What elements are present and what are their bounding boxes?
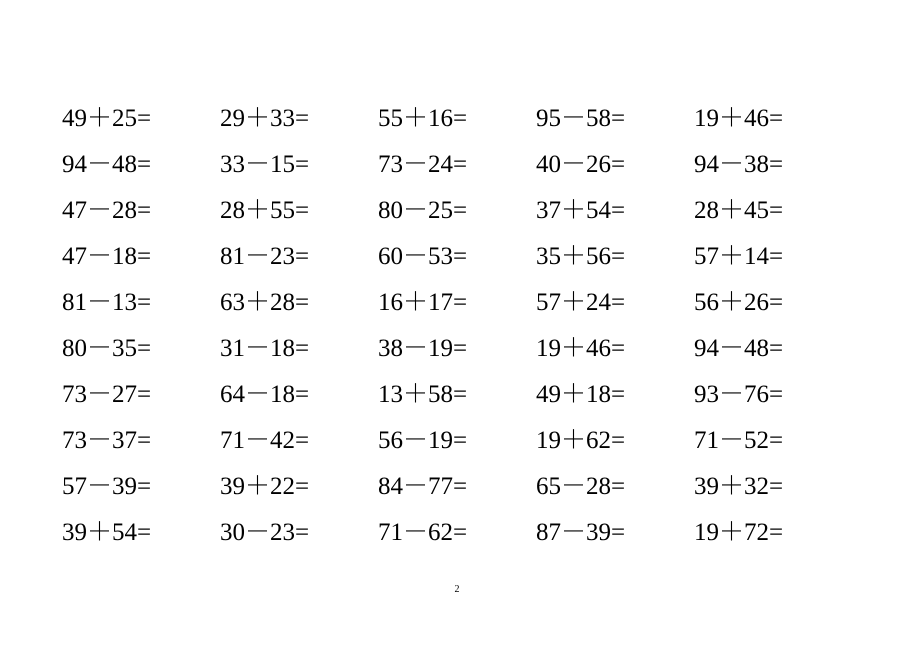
problem-cell: 19＋72= (694, 519, 784, 546)
problem-cell: 71－42= (220, 427, 310, 454)
problem-cell: 64－18= (220, 381, 310, 408)
problem-cell: 57－39= (62, 473, 152, 500)
problem-cell: 84－77= (378, 473, 468, 500)
problem-cell: 19＋62= (536, 427, 626, 454)
arithmetic-problem-grid (62, 96, 852, 556)
problem-cell: 38－19= (378, 335, 468, 362)
problem-cell: 56－19= (378, 427, 468, 454)
problem-cell: 94－48= (62, 151, 152, 178)
problem-cell: 80－35= (62, 335, 152, 362)
problem-cell: 81－13= (62, 289, 152, 316)
problem-cell: 65－28= (536, 473, 626, 500)
problem-cell: 73－24= (378, 151, 468, 178)
problem-cell: 30－23= (220, 519, 310, 546)
problem-cell: 55＋16= (378, 105, 468, 132)
problem-cell: 16＋17= (378, 289, 468, 316)
problem-cell: 49＋25= (62, 105, 152, 132)
problem-cell: 94－48= (694, 335, 784, 362)
problem-cell: 81－23= (220, 243, 310, 270)
problem-cell: 39＋54= (62, 519, 152, 546)
problem-cell: 28＋55= (220, 197, 310, 224)
problem-cell: 73－27= (62, 381, 152, 408)
problem-cell: 57＋24= (536, 289, 626, 316)
problem-cell: 60－53= (378, 243, 468, 270)
problem-cell: 57＋14= (694, 243, 784, 270)
problem-cell: 87－39= (536, 519, 626, 546)
problem-cell: 39＋32= (694, 473, 784, 500)
problem-cell: 71－62= (378, 519, 468, 546)
problem-cell: 39＋22= (220, 473, 310, 500)
problem-cell: 35＋56= (536, 243, 626, 270)
problem-cell: 49＋18= (536, 381, 626, 408)
problem-cell: 31－18= (220, 335, 310, 362)
problem-cell: 95－58= (536, 105, 626, 132)
problem-cell: 93－76= (694, 381, 784, 408)
problem-cell: 29＋33= (220, 105, 310, 132)
problem-cell: 73－37= (62, 427, 152, 454)
problem-cell: 37＋54= (536, 197, 626, 224)
problem-cell: 63＋28= (220, 289, 310, 316)
problem-cell: 47－18= (62, 243, 152, 270)
problem-cell: 47－28= (62, 197, 152, 224)
problem-cell: 40－26= (536, 151, 626, 178)
problem-cell: 33－15= (220, 151, 310, 178)
problem-cell: 71－52= (694, 427, 784, 454)
problem-cell: 13＋58= (378, 381, 468, 408)
problem-cell: 94－38= (694, 151, 784, 178)
problem-cell: 28＋45= (694, 197, 784, 224)
page-number: 2 (454, 584, 460, 595)
problem-cell: 19＋46= (694, 105, 784, 132)
problem-cell: 19＋46= (536, 335, 626, 362)
problem-cell: 80－25= (378, 197, 468, 224)
problem-cell: 56＋26= (694, 289, 784, 316)
